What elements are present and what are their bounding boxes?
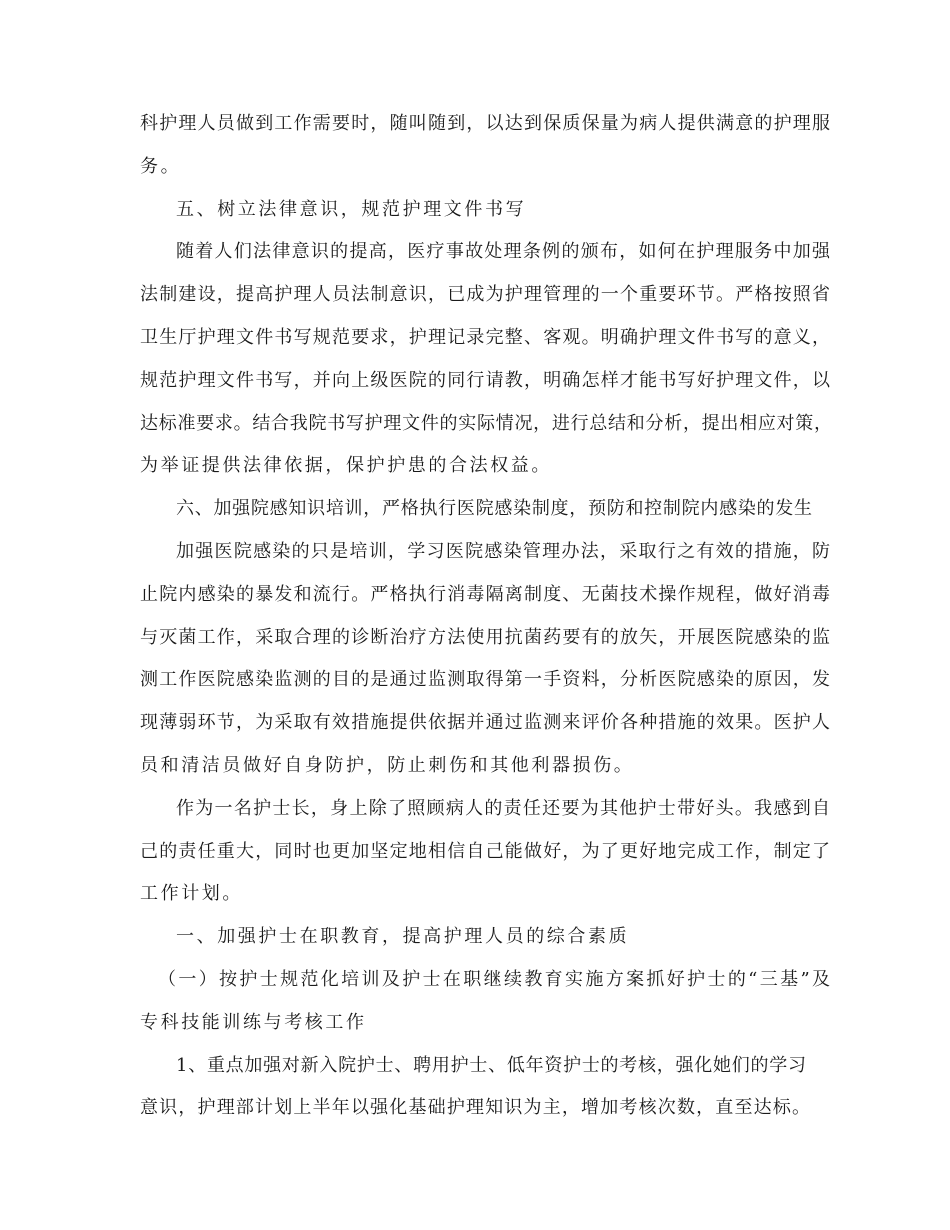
paragraph-line: 己的责任重大，同时也更加坚定地相信自己能做好，为了更好地完成工作，制定了 — [140, 841, 830, 862]
paragraph-line: 加强医院感染的只是培训，学习医院感染管理办法，采取行之有效的措施，防 — [176, 541, 830, 562]
paragraph-line: 1、重点加强对新入院护士、聘用护士、低年资护士的考核，强化她们的学习 — [176, 1055, 806, 1076]
paragraph-line: 为举证提供法律依据，保护护患的合法权益。 — [140, 455, 552, 476]
section-heading: 一、加强护士在职教育，提高护理人员的综合素质 — [176, 926, 630, 947]
paragraph-line: 测工作医院感染监测的目的是通过监测取得第一手资料，分析医院感染的原因，发 — [140, 669, 830, 690]
paragraph-line: 意识，护理部计划上半年以强化基础护理知识为主，增加考核次数，直至达标。 — [140, 1097, 810, 1118]
paragraph-line: 卫生厅护理文件书写规范要求，护理记录完整、客观。明确护理文件书写的意义， — [140, 327, 830, 348]
subsection-heading: （一）按护士规范化培训及护士在职继续教育实施方案抓好护士的“三基”及 — [158, 969, 830, 990]
paragraph-line: 止院内感染的暴发和流行。严格执行消毒隔离制度、无菌技术操作规程，做好消毒 — [140, 584, 830, 605]
paragraph-line: 规范护理文件书写，并向上级医院的同行请教，明确怎样才能书写好护理文件，以 — [140, 370, 830, 391]
subsection-heading: 专科技能训练与考核工作 — [140, 1012, 367, 1033]
paragraph-line: 达标准要求。结合我院书写护理文件的实际情况，进行总结和分析，提出相应对策， — [140, 413, 832, 434]
paragraph-line: 现薄弱环节，为采取有效措施提供依据并通过监测来评价各种措施的效果。医护人 — [140, 712, 830, 733]
paragraph-line: 科护理人员做到工作需要时，随叫随到，以达到保质保量为病人提供满意的护理服 — [140, 113, 830, 134]
section-heading: 六、加强院感知识培训，严格执行医院感染制度，预防和控制院内感染的发生 — [176, 498, 812, 519]
section-heading: 五、树立法律意识，规范护理文件书写 — [176, 199, 527, 220]
paragraph-line: 随着人们法律意识的提高，医疗事故处理条例的颁布，如何在护理服务中加强 — [176, 241, 830, 262]
paragraph-line: 工作计划。 — [140, 883, 243, 904]
paragraph-line: 务。 — [140, 156, 182, 177]
paragraph-line: 与灭菌工作，采取合理的诊断治疗方法使用抗菌药要有的放矢，开展医院感染的监 — [140, 627, 830, 648]
paragraph-line: 员和清洁员做好自身防护，防止刺伤和其他利器损伤。 — [140, 755, 635, 776]
paragraph-line: 作为一名护士长，身上除了照顾病人的责任还要为其他护士带好头。我感到自 — [176, 798, 830, 819]
paragraph-line: 法制建设，提高护理人员法制意识，已成为护理管理的一个重要环节。严格按照省 — [140, 284, 830, 305]
